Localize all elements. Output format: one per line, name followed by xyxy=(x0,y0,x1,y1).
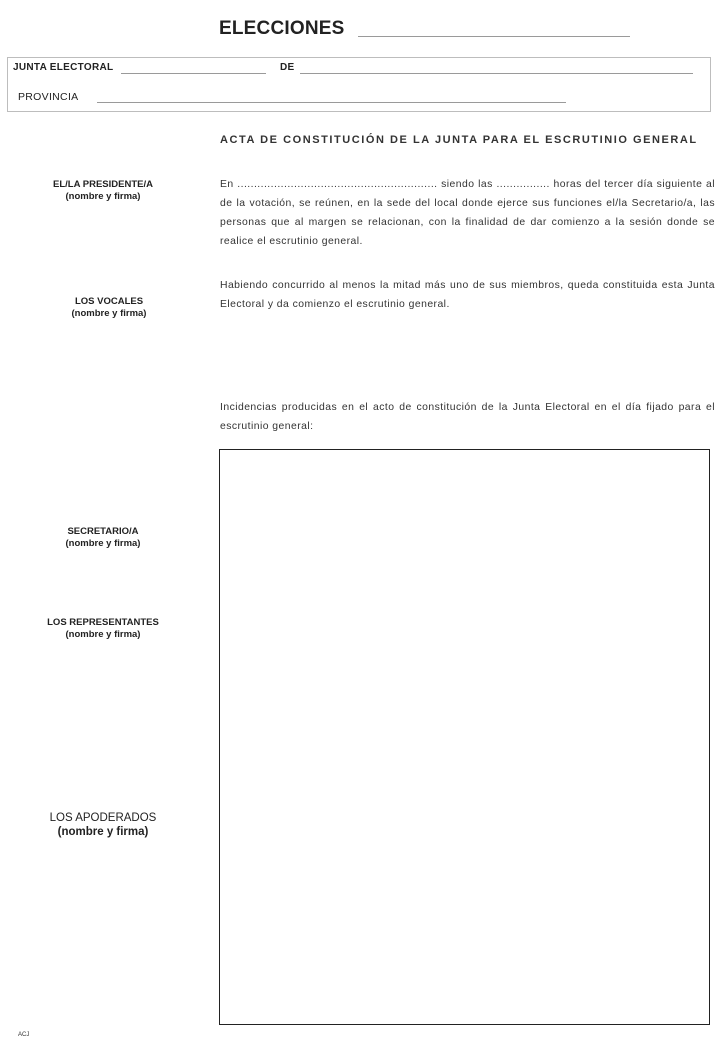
acta-paragraph-1: En ............................................................ siendo las ................ horas del tercer día siguiente al de la votación, se reúnen, en la sede del local donde ejerce sus funciones el/la Secretario/a, las personas que al margen se relacionan, con la finalidad de dar comienzo a la sesión donde se realice el escrutinio general. xyxy=(220,179,715,247)
junta-electoral-field[interactable] xyxy=(121,73,266,74)
representantes-sub: (nombre y firma) xyxy=(65,629,141,640)
form-code: ACJ xyxy=(18,1032,30,1038)
apoderados-sub: (nombre y firma) xyxy=(57,826,149,838)
de-field[interactable] xyxy=(300,73,693,74)
title-fill-line[interactable] xyxy=(358,36,630,37)
apoderados-label: LOS APODERADOS xyxy=(49,812,157,824)
apoderados-signature-block xyxy=(20,811,186,839)
secretario-label: SECRETARIO/A xyxy=(67,526,139,537)
acta-paragraph-2: Habiendo concurrido al menos la mitad más uno de sus miembros, queda constituida esta Junta Electoral y da comienzo el escrutinio general. xyxy=(220,280,715,310)
provincia-label: PROVINCIA xyxy=(18,91,79,103)
presidente-sub: (nombre y firma) xyxy=(65,191,141,202)
representantes-label: LOS REPRESENTANTES xyxy=(47,617,159,628)
presidente-label: EL/LA PRESIDENTE/A xyxy=(53,179,153,190)
representantes-signature-block xyxy=(20,617,186,641)
provincia-field[interactable] xyxy=(97,102,566,103)
junta-electoral-label: JUNTA ELECTORAL xyxy=(13,62,114,73)
acta-paragraph-3: Incidencias producidas en el acto de constitución de la Junta Electoral en el día fijado para el escrutinio general: xyxy=(220,402,715,432)
presidente-signature-block xyxy=(20,179,186,203)
vocales-sub: (nombre y firma) xyxy=(71,308,147,319)
incidencias-box[interactable] xyxy=(219,449,710,1025)
de-label: DE xyxy=(280,62,295,73)
secretario-signature-block xyxy=(20,526,186,550)
vocales-signature-block xyxy=(26,296,192,320)
acta-title: ACTA DE CONSTITUCIÓN DE LA JUNTA PARA EL ESCRUTINIO GENERAL xyxy=(220,134,698,146)
vocales-label: LOS VOCALES xyxy=(74,296,144,307)
page-title: ELECCIONES xyxy=(219,18,345,39)
secretario-sub: (nombre y firma) xyxy=(65,538,141,549)
